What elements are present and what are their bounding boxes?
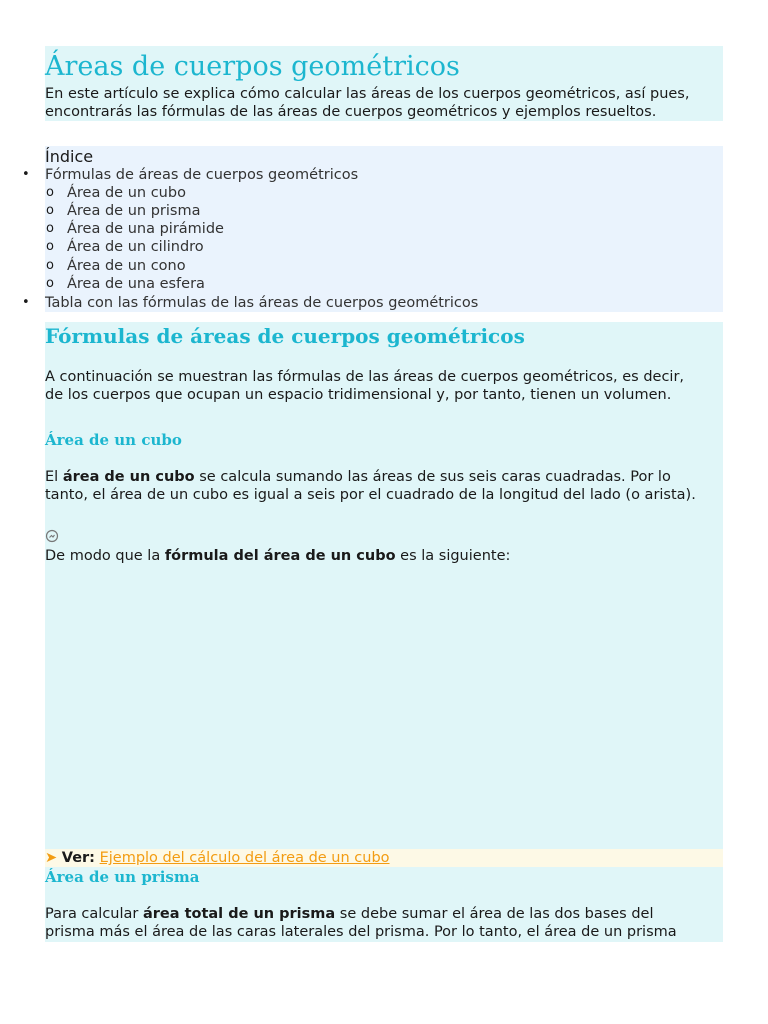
- main-content: [45, 322, 723, 942]
- toc-sub-bullet-icon: o: [46, 239, 54, 254]
- cube-text: El: [45, 469, 63, 485]
- toc-sub-bullet-icon: o: [46, 221, 54, 236]
- section-intro-line-2: de los cuerpos que ocupan un espacio tridimensional y, por tanto, tienen un volumen.: [45, 386, 672, 403]
- section-intro-line-1: A continuación se muestran las fórmulas de las áreas de cuerpos geométricos, es decir,: [45, 369, 685, 385]
- toc-link-cilindro[interactable]: Área de un cilindro: [67, 239, 204, 255]
- prism-text: Para calcular: [45, 906, 143, 922]
- cube-text: se calcula sumando las áreas de sus seis caras cuadradas. Por lo: [194, 469, 671, 485]
- cube-paragraph: [45, 469, 723, 504]
- section-heading: Fórmulas de áreas de cuerpos geométricos: [45, 324, 525, 348]
- prism-bold-term: área total de un prisma: [142, 906, 336, 922]
- prism-paragraph: [45, 906, 723, 941]
- see-also-bar: [45, 849, 723, 867]
- toc-link-formulas[interactable]: Fórmulas de áreas de cuerpos geométricos: [45, 167, 359, 183]
- intro-paragraph: [45, 86, 723, 121]
- toc-sub-bullet-icon: o: [46, 258, 54, 273]
- prism-text: se debe sumar el área de las dos bases del: [335, 906, 654, 922]
- example-cube-link[interactable]: Ejemplo del cálculo del área de un cubo: [99, 850, 390, 866]
- intro-section: [45, 46, 723, 121]
- toc-sub-bullet-icon: o: [46, 203, 54, 218]
- toc-link-tabla[interactable]: Tabla con las fórmulas de las áreas de cuerpos geométricos: [45, 295, 479, 311]
- section-intro-paragraph: [45, 369, 723, 404]
- table-of-contents: [22, 146, 723, 312]
- toc-bullet-icon: •: [22, 295, 30, 310]
- prism-heading: Área de un prisma: [45, 868, 200, 886]
- cube-formula-intro: [45, 548, 723, 566]
- formula-intro-text: es la siguiente:: [395, 548, 511, 564]
- see-also-label: Ver:: [61, 850, 95, 866]
- toc-link-piramide[interactable]: Área de una pirámide: [67, 221, 224, 237]
- toc-link-prisma[interactable]: Área de un prisma: [67, 203, 201, 219]
- arrow-icon: ➤: [45, 850, 58, 866]
- toc-title: Índice: [45, 147, 94, 166]
- broken-image-icon: [45, 529, 59, 543]
- page-title: Áreas de cuerpos geométricos: [45, 51, 460, 82]
- cube-bold-term: área de un cubo: [62, 469, 195, 485]
- formula-bold-term: fórmula del área de un cubo: [164, 548, 396, 564]
- cube-heading: Área de un cubo: [45, 431, 182, 449]
- intro-line-1: En este artículo se explica cómo calcular las áreas de los cuerpos geométricos, así pues,: [45, 86, 690, 102]
- cube-text-line-2: tanto, el área de un cubo es igual a seis por el cuadrado de la longitud del lado (o arista).: [45, 486, 696, 503]
- prism-text-line-2: prisma más el área de las caras laterales del prisma. Por lo tanto, el área de un prisma: [45, 923, 677, 940]
- intro-line-2: encontrarás las fórmulas de las áreas de cuerpos geométricos y ejemplos resueltos.: [45, 103, 657, 120]
- formula-intro-text: De modo que la: [45, 548, 165, 564]
- toc-sub-bullet-icon: o: [46, 276, 54, 291]
- toc-link-esfera[interactable]: Área de una esfera: [67, 276, 205, 292]
- toc-link-cono[interactable]: Área de un cono: [67, 258, 186, 274]
- toc-bullet-icon: •: [22, 167, 30, 182]
- toc-link-cubo[interactable]: Área de un cubo: [67, 185, 186, 201]
- toc-sub-bullet-icon: o: [46, 185, 54, 200]
